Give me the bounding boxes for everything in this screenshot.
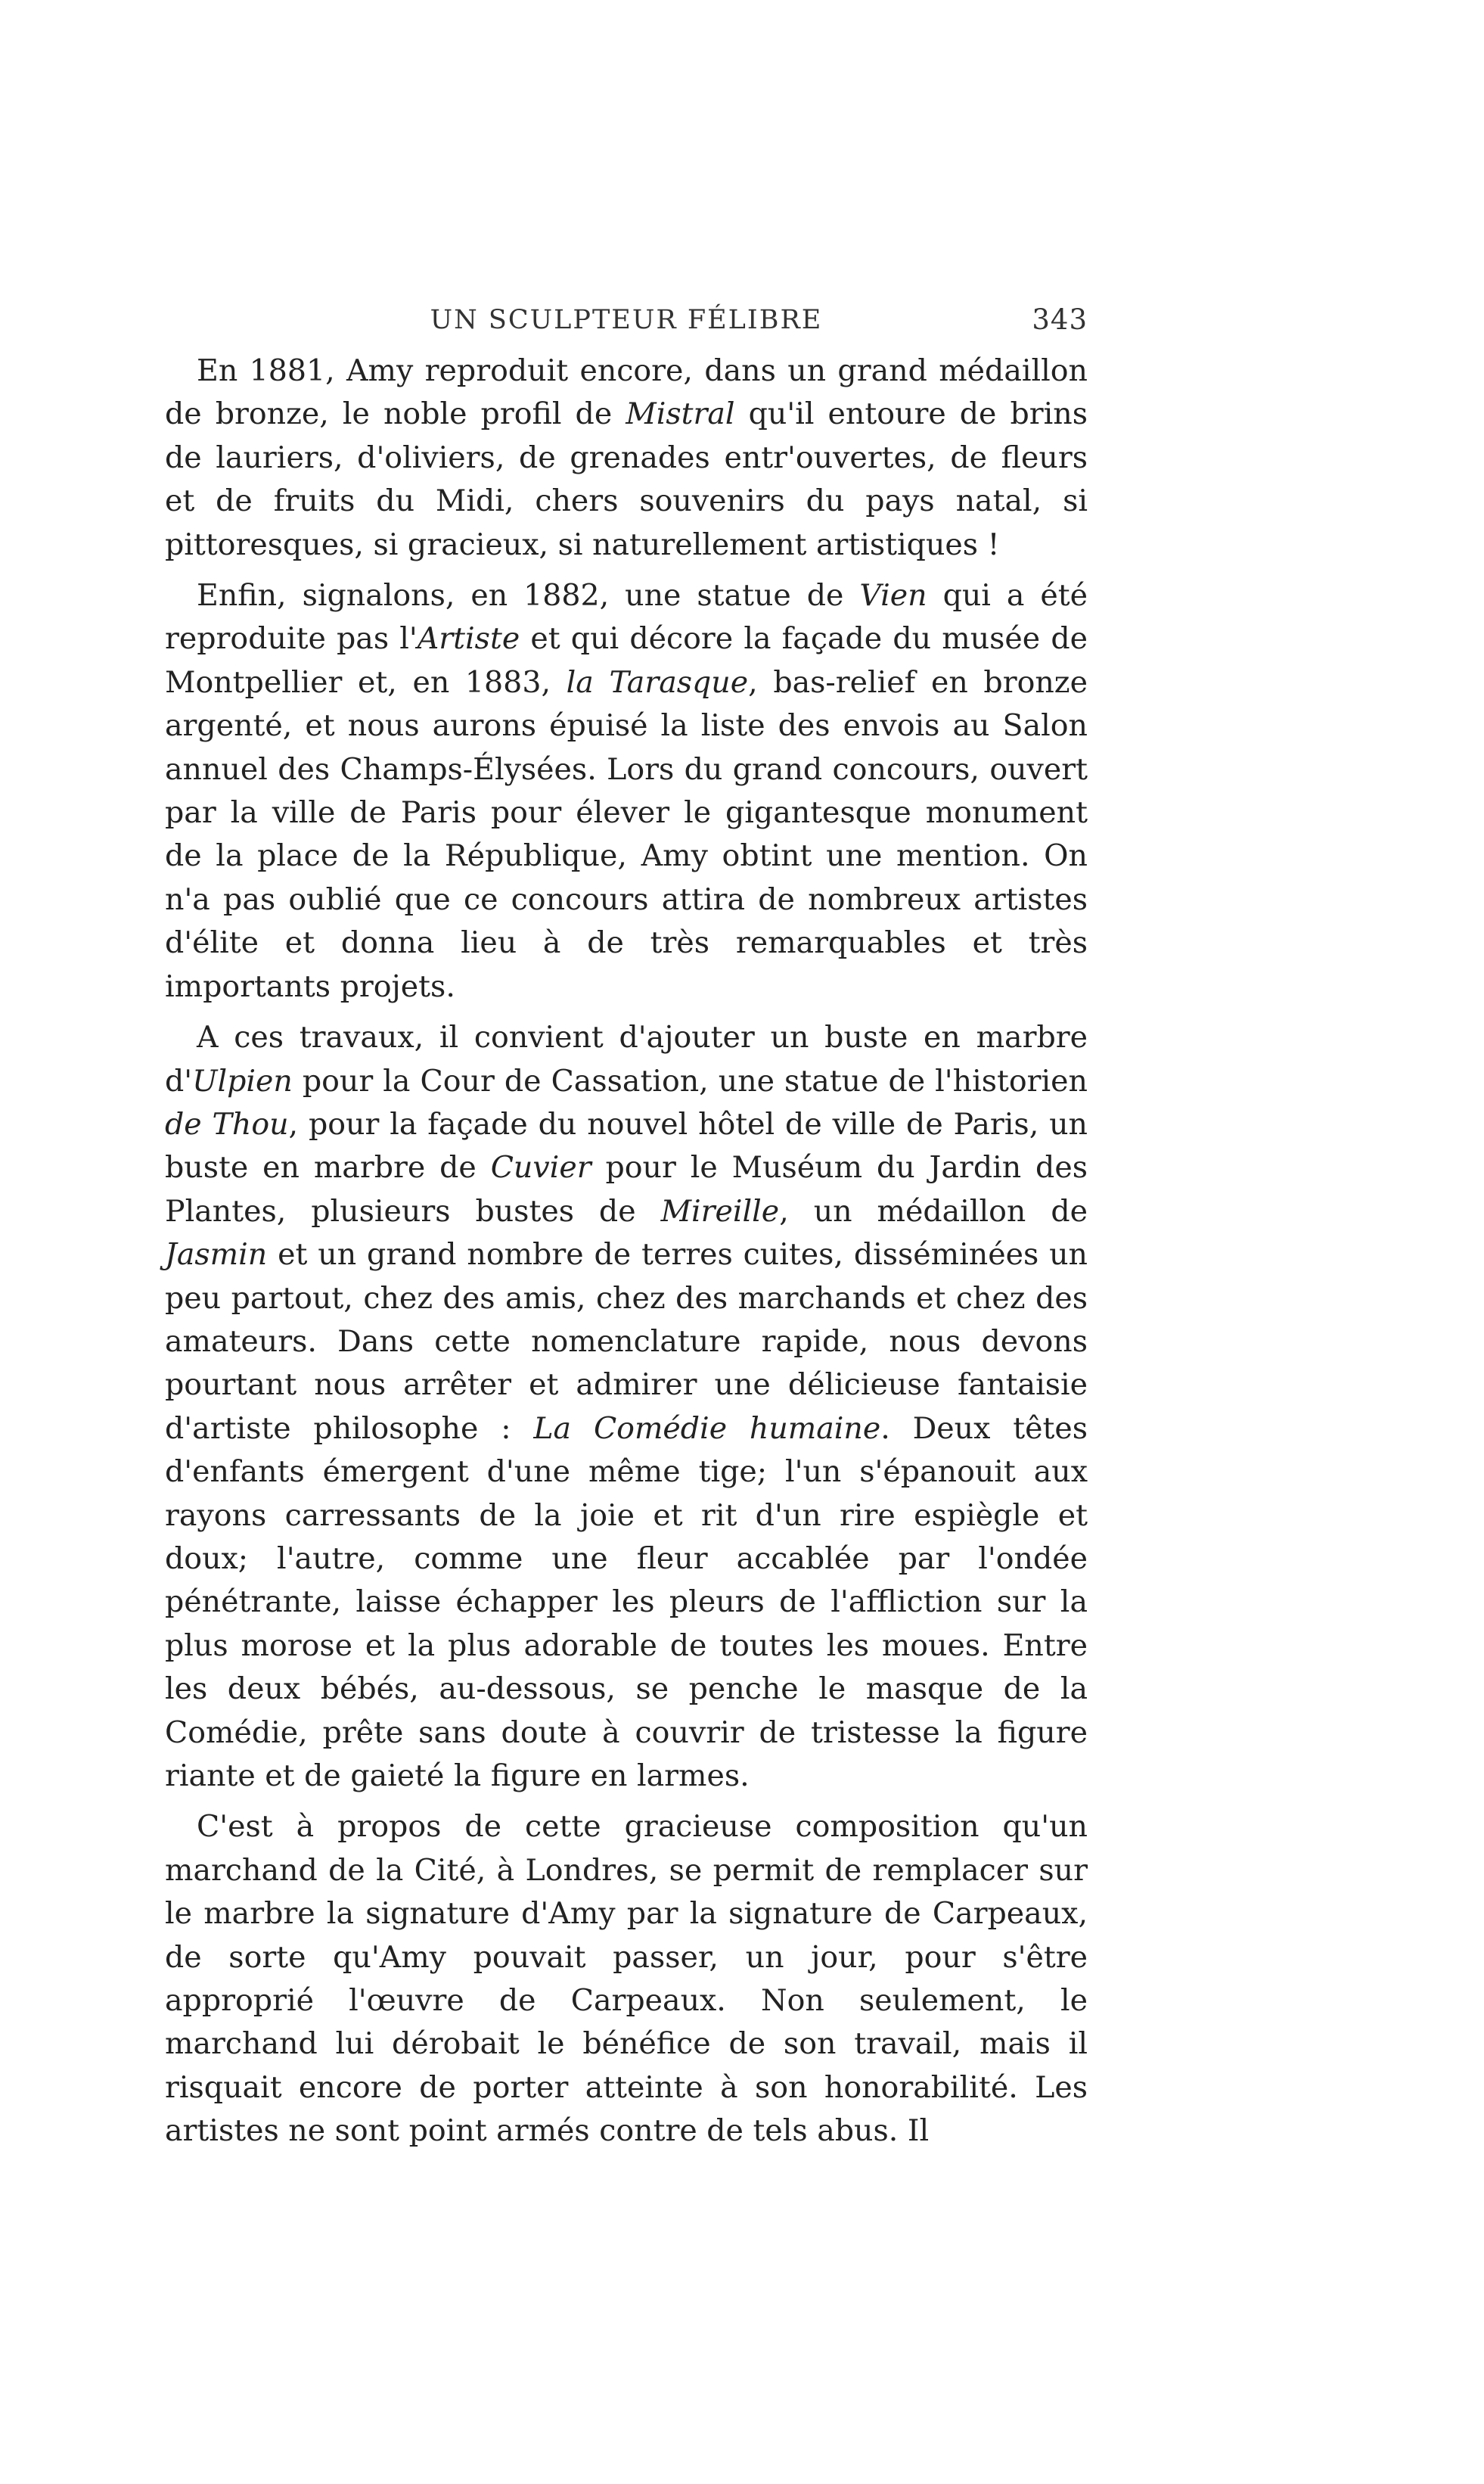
running-head <box>165 301 1088 339</box>
text-run: pour la Cour de Cassation, une statue de l'historien <box>292 1063 1088 1099</box>
italic-text-run: Jasmin <box>165 1237 268 1273</box>
italic-text-run: la Tarasque <box>566 664 749 700</box>
page-number: 343 <box>1032 303 1088 336</box>
text-run: En 1881, Amy reproduit encore, dans un grand médaillon de bronze, le noble profil de <box>165 353 1088 432</box>
paragraph <box>165 350 1088 567</box>
italic-text-run: Cuvier <box>490 1150 591 1186</box>
text-run: qui a été reproduite pas l' <box>165 578 1088 657</box>
text-run: C'est à propos de cette gracieuse composition qu'un marchand de la Cité, à Londres, se permit de remplacer sur le marbre la signature d'Amy par la signature de Carpeaux, de sorte qu'Amy pouvait passer, un jour, pour s'être approprié l'œuvre de Carpeaux. Non seulement, le marchand lui dérobait le bénéfice de son travail, mais il risquait encore de porter atteinte à son honorabilité. Les artistes ne sont point armés contre de tels abus. Il <box>165 1809 1088 2149</box>
body-text <box>165 350 1088 2153</box>
italic-text-run: Mireille <box>660 1193 780 1229</box>
text-run: et qui décore la façade du musée de Montpellier et, en 1883, <box>165 621 1088 700</box>
italic-text-run: Artiste <box>417 621 520 657</box>
text-run: , un médaillon de <box>779 1193 1088 1229</box>
text-run: A ces travaux, il convient d'ajouter un buste en marbre d' <box>165 1020 1088 1099</box>
text-run: qu'il entoure de brins de lauriers, d'oliviers, de grenades entr'ouvertes, de fleurs et de fruits du Midi, chers souvenirs du pays natal, si pittoresques, si gracieux, si naturellement artistiques ! <box>165 396 1088 562</box>
text-run: Enfin, signalons, en 1882, une statue de <box>197 578 860 614</box>
text-run: pour le Muséum du Jardin des Plantes, plusieurs bustes de <box>165 1150 1088 1229</box>
italic-text-run: de Thou <box>165 1106 289 1142</box>
italic-text-run: Mistral <box>626 396 735 432</box>
running-title: UN SCULPTEUR FÉLIBRE <box>430 305 823 335</box>
text-run: . Deux têtes d'enfants émergent d'une même tige; l'un s'épanouit aux rayons carressants de la joie et rit d'un rire espiègle et doux; l'autre, comme une fleur accablée par l'ondée pénétrante, laisse échapper les pleurs de l'affliction sur la plus morose et la plus adorable de toutes les moues. Entre les deux bébés, au-dessous, se penche le masque de la Comédie, prête sans doute à couvrir de tristesse la figure riante et de gaieté la figure en larmes. <box>165 1410 1088 1793</box>
italic-text-run: La Comédie humaine <box>533 1410 881 1446</box>
text-run: , pour la façade du nouvel hôtel de ville de Paris, un buste en marbre de <box>165 1106 1088 1186</box>
paragraph <box>165 574 1088 1009</box>
italic-text-run: Ulpien <box>192 1063 293 1099</box>
text-run: et un grand nombre de terres cuites, disséminées un peu partout, chez des amis, chez des marchands et chez des amateurs. Dans cette nomenclature rapide, nous devons pourtant nous arrêter et admirer une délicieuse fantaisie d'artiste philosophe : <box>165 1237 1088 1446</box>
italic-text-run: Vien <box>859 578 927 614</box>
paragraph <box>165 1016 1088 1798</box>
text-run: , bas-relief en bronze argenté, et nous aurons épuisé la liste des envois au Salon annuel des Champs-Élysées. Lors du grand concours, ouvert par la ville de Paris pour élever le gigantesque monument de la place de la République, Amy obtint une mention. On n'a pas oublié que ce concours attira de nombreux artistes d'élite et donna lieu à de très remarquables et très importants projets. <box>165 664 1088 1004</box>
paragraph <box>165 1805 1088 2153</box>
